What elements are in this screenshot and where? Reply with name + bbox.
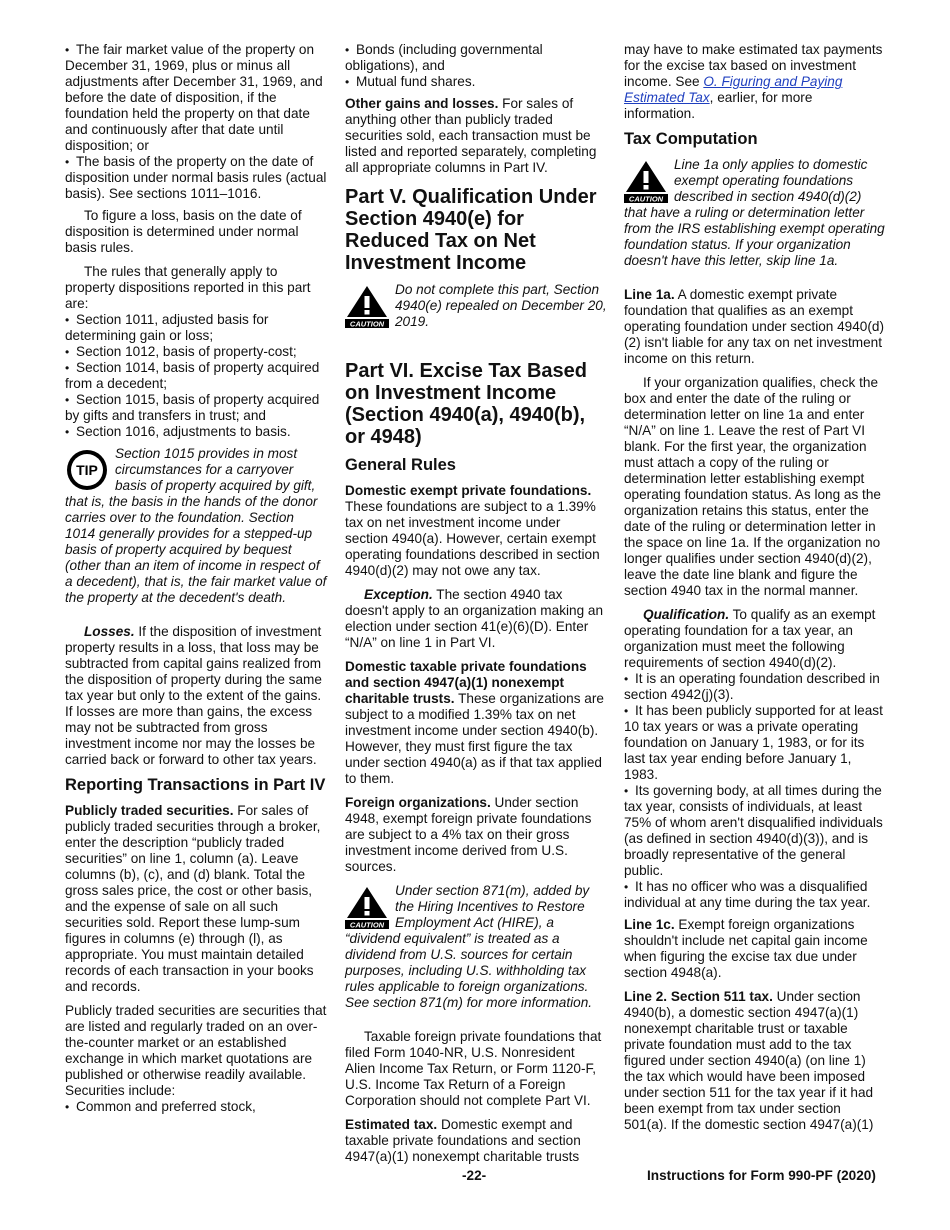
run-in-heading: Domestic taxable private foundations and section 4947(a)(1) nonexempt charitable trusts. [345, 659, 587, 706]
paragraph [65, 803, 327, 995]
list-item: • Section 1016, adjustments to basis. [65, 424, 327, 440]
section-heading: Reporting Transactions in Part IV [65, 776, 326, 794]
run-in-heading: Line 2. Section 511 tax. [624, 989, 773, 1004]
paragraph [345, 96, 607, 176]
run-in-heading: Estimated tax. [345, 1117, 438, 1132]
caution-text: Line 1a only applies to domestic exempt operating foundations described in section 4940(d)(2) that have a ruling or determination letter from the IRS establishing exempt operating foundation status. If your organization doesn't have this letter, skip line 1a. [624, 157, 885, 268]
tip-icon [65, 448, 109, 492]
paragraph-text: These organizations are subject to a modified 1.39% tax on net investment income under section 4940(b). However, they must first figure the tax under section 4940(a) as if that tax applied to them. [345, 691, 604, 786]
part-v-heading: Part V. Qualification Under Section 4940(e) for Reduced Tax on Net Investment Income [345, 186, 597, 274]
list-item: • Section 1011, adjusted basis for determining gain or loss; [65, 312, 327, 344]
caution-label: CAUTION [628, 194, 664, 203]
list-item: • It has been publicly supported for at least 10 tax years or was a private operating foundation on January 1, 1983, or for its last tax year ending before January 1, 1983. [624, 703, 886, 783]
caution-label: CAUTION [349, 319, 385, 328]
caution-icon [345, 284, 389, 328]
tip-label: TIP [71, 454, 103, 486]
list-item: • Its governing body, at all times during the tax year, consists of individuals, at least 75% of whom aren't disqualified individuals (as defined in section 4940(d)(3)), and is broadly representative of the general public. [624, 783, 886, 879]
list-item: • The fair market value of the property on December 31, 1969, plus or minus all adjustments after December 31, 1969, and before the date of disposition, if the foundation held the property on that date and continuously after that date until disposition; or [65, 42, 327, 154]
column-1 [65, 42, 327, 1115]
run-in-heading: Exception. [364, 587, 433, 602]
paragraph-text: The section 4940 tax doesn't apply to an organization making an election under section 41(e)(6)(D). Enter “N/A” on line 1 in Part VI. [345, 587, 604, 650]
paragraph-text: Exempt foreign organizations shouldn't include net capital gain income when figuring the excise tax due under section 4948(a). [624, 917, 868, 980]
paragraph [624, 989, 886, 1133]
paragraph [345, 659, 607, 787]
paragraph [624, 287, 886, 367]
paragraph-text: Under section 4940(b), a domestic section 4947(a)(1) nonexempt charitable trust or taxable private foundation must add to the tax figured under section 4940(a) (on line 1) the tax which would have been imposed under section 511 for the tax year if it had been exempt from tax under section 501(a). If the domestic section 4947(a)(1) [624, 989, 874, 1132]
paragraph: To figure a loss, basis on the date of disposition is determined under normal basis rules. [65, 208, 302, 255]
list-item: • The basis of the property on the date of disposition under normal basis rules (actual basis). See sections 1011–1016. [65, 154, 327, 202]
paragraph-text: Domestic exempt and taxable private foundations and section 4947(a)(1) nonexempt charitable trusts [345, 1117, 581, 1164]
paragraph-text: To qualify as an exempt operating foundation for a tax year, an organization must meet the following requirements of section 4940(d)(2). [624, 607, 876, 670]
paragraph: If your organization qualifies, check the box and enter the date of the ruling or determination letter on line 1a and enter “N/A” on line 1. Leave the rest of Part VI blank. For the first year, the organization must attach a copy of the ruling or determination letter establishing exempt operating foundation status. As long as the organization retains this status, enter the date of the ruling or determination letter in the space on line 1a. If the organization no longer qualifies under section 4940(d)(2), leave the date line blank and figure the section 4940 tax in the normal manner. [624, 375, 881, 598]
paragraph [345, 1117, 607, 1165]
paragraph [624, 607, 886, 671]
list-item: • Section 1014, basis of property acquired from a decedent; [65, 360, 327, 392]
list-item: • It has no officer who was a disqualified individual at any time during the tax year. [624, 879, 886, 911]
paragraph [345, 483, 607, 579]
caution-note [345, 883, 607, 1011]
paragraph-text: A domestic exempt private foundation that qualifies as an exempt operating foundation under section 4940(d)(2) isn't liable for any tax on net investment income on this return. [624, 287, 884, 366]
paragraph-text: Under section 4948, exempt foreign private foundations are subject to a 4% tax on their gross investment income derived from U.S. sources. [345, 795, 592, 874]
caution-label: CAUTION [349, 920, 385, 929]
paragraph [345, 587, 607, 651]
section-heading: General Rules [345, 456, 456, 474]
tip-text: Section 1015 provides in most circumstances for a carryover basis of property acquired by gift, that is, the basis in the hands of the donor carries over to the foundation. Section 1014 generally provides for a stepped-up basis of property acquired by bequest (other than an item of income in respect of a decedent), that is, the fair market value of the property at the decedent's death. [65, 446, 327, 605]
list-item: • Common and preferred stock, [65, 1099, 327, 1115]
caution-note [624, 157, 886, 269]
paragraph-text: , earlier, for more information. [624, 90, 813, 121]
column-2 [345, 42, 607, 1173]
paragraph-text: These foundations are subject to a 1.39% tax on net investment income under section 4940(a). However, certain exempt operating foundations described in section 4940(d)(2) may not owe any tax. [345, 499, 600, 578]
run-in-heading: Foreign organizations. [345, 795, 491, 810]
paragraph: Taxable foreign private foundations that filed Form 1040-NR, U.S. Nonresident Alien Income Tax Return, or Form 1120-F, U.S. Income Tax Return of a Foreign Corporation should not complete Part VI. [345, 1029, 602, 1108]
caution-text: Under section 871(m), added by the Hiring Incentives to Restore Employment Act (HIRE), a “dividend equivalent” is treated as a dividend from U.S. sources for certain purposes, including U.S. withholding tax rules applicable to foreign organizations. See section 871(m) for more information. [345, 883, 593, 1010]
list-item: • Mutual fund shares. [345, 74, 607, 90]
run-in-heading: Publicly traded securities. [65, 803, 234, 818]
run-in-heading: Domestic exempt private foundations. [345, 483, 592, 498]
caution-icon [345, 885, 389, 929]
paragraph-text: If the disposition of investment property results in a loss, that loss may be subtracted from capital gains realized from the disposition of property during the same tax year but only to the extent of the gains. If losses are more than gains, the excess may not be subtracted from gross investment income nor may the losses be carried back or forward to other tax years. [65, 624, 322, 767]
section-heading: Tax Computation [624, 130, 758, 148]
paragraph-text: For sales of anything other than publicly traded securities sold, each transaction must be listed and reported separately, completing all appropriate columns in Part IV. [345, 96, 597, 175]
list-item: • Bonds (including governmental obligations), and [345, 42, 607, 74]
list-item: • It is an operating foundation described in section 4942(j)(3). [624, 671, 886, 703]
tip-note [65, 446, 327, 606]
paragraph [624, 917, 886, 981]
paragraph: The rules that generally apply to property dispositions reported in this part are: [65, 264, 311, 311]
paragraph-text: may have to make estimated tax payments for the excise tax based on investment income. See [624, 42, 883, 89]
run-in-heading: Other gains and losses. [345, 96, 499, 111]
paragraph [624, 42, 886, 122]
caution-note [345, 282, 607, 330]
run-in-heading: Losses. [84, 624, 135, 639]
estimated-tax-link[interactable]: O. Figuring and Paying Estimated Tax [624, 74, 843, 105]
list-item: • Section 1012, basis of property-cost; [65, 344, 327, 360]
list-item: • Section 1015, basis of property acquired by gifts and transfers in trust; and [65, 392, 327, 424]
paragraph-text: For sales of publicly traded securities through a broker, enter the description “publicly traded securities” on line 1, column (a). Leave columns (b), (c), and (d) blank. Total the gross sales price, the cost or other basis, and the expense of sale on all such securities sold. Report these lump-sum figures in columns (e) through (l), as appropriate. You must maintain detailed records of each transaction in your books and records. [65, 803, 321, 994]
run-in-heading: Line 1a. [624, 287, 675, 302]
paragraph [345, 795, 607, 875]
run-in-heading: Line 1c. [624, 917, 675, 932]
part-vi-heading: Part VI. Excise Tax Based on Investment Income (Section 4940(a), 4940(b), or 4948) [345, 360, 587, 448]
paragraph [65, 624, 327, 768]
run-in-heading: Qualification. [643, 607, 730, 622]
column-3 [624, 42, 886, 1141]
paragraph: Publicly traded securities are securities that are listed and regularly traded on an over-the-counter market or an established exchange in which market quotations are published or otherwise readily available. Securities include: [65, 1003, 327, 1098]
caution-icon [624, 159, 668, 203]
form-footer-title: Instructions for Form 990-PF (2020) [647, 1168, 876, 1183]
caution-text: Do not complete this part, Section 4940(e) repealed on December 20, 2019. [395, 282, 607, 329]
page-number: -22- [462, 1168, 487, 1183]
